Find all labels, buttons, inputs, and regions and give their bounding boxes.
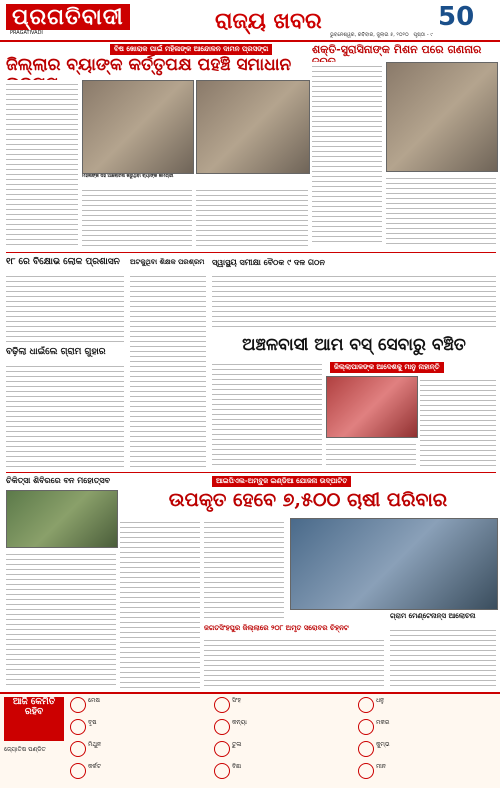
lower-kicker: ଆଇପିଏଲ-ଅମ୍ବୁଜ ଇଣ୍ଡିଆ ଯୋଜନା ଉଦ୍‌ଘାଟିତ — [212, 476, 351, 487]
right-headline: ଶକ୍ତି-ସୁରାସିନାଙ୍କ ମିଶନ ପରେ ଗଣନାର — [312, 43, 482, 56]
bus-photo — [326, 376, 418, 438]
zodiac-scorpio-icon — [214, 763, 230, 779]
lower-body-col2 — [204, 518, 284, 618]
story-4-body — [130, 272, 206, 468]
newspaper-logo: ପ୍ରଗତିବାଦୀ — [6, 4, 130, 30]
divider-2 — [6, 472, 496, 473]
group-photo — [290, 518, 498, 610]
zodiac-item: ବୃଷ — [70, 719, 210, 741]
zodiac-capricorn-icon — [358, 719, 374, 735]
zodiac-item: ମକର — [358, 719, 496, 741]
zodiac-gemini-icon — [70, 741, 86, 757]
story-8-headline: ଗ୍ରାମ ମେଣ୍ଟେନାନ୍ସ ଆଲୋଚନା — [390, 611, 476, 620]
lead-photo-caption: ମହିଳାଙ୍କ ସହ ଆଲୋଚନା କରୁଥିବା ବ୍ୟାଙ୍କ କର୍ମଚାରୀ — [82, 174, 174, 179]
centre-sub: ଜିଲ୍ଲାପାଳଙ୍କ ଆଦେଶକୁ ମାନୁ ନାହାନ୍ତି — [330, 362, 444, 373]
centre-body-col2 — [420, 376, 496, 468]
lower-headline: ଉପକୃତ ହେବେ ୭,୫୦୦ ଚାଷୀ ପରିବାର — [168, 489, 448, 511]
dateline: ଭୁବନେଶ୍ୱର, ରବିବାର, ଜୁଲାଇ ୫, ୨୦୨୦ ପୃଷ୍ଠା - ୯ — [330, 32, 433, 38]
zodiac-item: ଧନୁ — [358, 697, 496, 719]
story-7-headline: ଜଗତସିଂହପୁର ଜିଲ୍ଲାରେ ୨୦୮ ଅମୃତ ସରୋବର ଚିହ୍ନଟ — [204, 623, 349, 632]
lead-kicker: ବିଷ ଖୋରାକ ପାଇଁ ମହିଳାଙ୍କ ଆନ୍ଦୋଳନ ଦାମନ ପ୍ରସଙ୍ଗ — [110, 44, 272, 55]
centre-body-col1 — [212, 360, 322, 468]
lead-body-col3 — [196, 186, 308, 248]
lead-headline: ଜିଲ୍ଲାର ବ୍ୟାଙ୍କ କର୍ତ୍ତୃପକ୍ଷ ପହଞ୍ଚି ସମାଧାନ — [6, 55, 292, 75]
centre-body-col3 — [326, 440, 416, 468]
logo-subtitle: PRAGATIVADI — [10, 30, 43, 36]
horoscope-title: ଆଜି କେମିତି ରହିବ — [4, 697, 64, 741]
zodiac-item: ମିଥୁନ — [70, 741, 210, 763]
story-3-headline: ବଢ଼ିଲା ଧାଇଁଲେ ଗ୍ରାମ ଗୁହାର — [6, 347, 106, 357]
story-5-headline: ସ୍ୱାସ୍ଥ୍ୟ ସମୀକ୍ଷା ବୈଠକ ୯ ଦଳ ଗଠନ — [212, 257, 325, 267]
lead-body-col2 — [82, 186, 192, 248]
story-4-headline: ଅଟକୁଥିବା ଶିକ୍ଷକ ପରଶ୍ରମ — [130, 257, 205, 266]
horoscope-author: ଜ୍ୟୋତିଷ ପଣ୍ଡିତ — [4, 746, 46, 753]
centre-headline: ଅଞ୍ଚଳବାସୀ ଆମ ବସ୍ ସେବାରୁ ବଞ୍ଚିତ — [242, 335, 466, 355]
anniversary-logo: 50 — [438, 2, 475, 32]
zodiac-item: କନ୍ୟା — [214, 719, 354, 741]
story-2-body — [6, 272, 124, 342]
lower-body-col1 — [120, 518, 200, 688]
zodiac-cancer-icon — [70, 763, 86, 779]
zodiac-virgo-icon — [214, 719, 230, 735]
zodiac-item: ବିଛା — [214, 763, 354, 785]
zodiac-aries-icon — [70, 697, 86, 713]
story-3-body — [6, 362, 124, 468]
story-5-body — [212, 272, 496, 330]
zodiac-col-1 — [70, 697, 210, 785]
story-2-headline: ୧୮ ରେ ବିକ୍ଷୋଭ ଲୋକ ପ୍ରଶାସନ — [6, 257, 120, 267]
zodiac-aquarius-icon — [358, 741, 374, 757]
zodiac-sagittarius-icon — [358, 697, 374, 713]
lower-left-headline: ଚିକିତ୍ସା ଶିବିରରେ ବନ ମହୋତ୍ସବ — [6, 475, 111, 485]
section-title: ରାଜ୍ୟ ଖବର — [215, 8, 322, 34]
zodiac-col-2 — [214, 697, 354, 785]
tree-plant-photo — [6, 490, 118, 548]
lead-body-col1 — [6, 80, 78, 248]
zodiac-item: ମୀନ — [358, 763, 496, 785]
divider-1 — [6, 252, 496, 253]
zodiac-item: ତୁଳା — [214, 741, 354, 763]
lead-photo-2 — [196, 80, 310, 174]
zodiac-libra-icon — [214, 741, 230, 757]
right-body-col1 — [312, 62, 382, 246]
right-photo — [386, 62, 498, 172]
zodiac-item: ମେଷ — [70, 697, 210, 719]
zodiac-leo-icon — [214, 697, 230, 713]
zodiac-item: କୁମ୍ଭ — [358, 741, 496, 763]
lead-photo-1 — [82, 80, 194, 174]
story-8-body — [390, 626, 496, 688]
zodiac-item: ସିଂହ — [214, 697, 354, 719]
lower-left-body — [6, 550, 116, 688]
zodiac-taurus-icon — [70, 719, 86, 735]
zodiac-pisces-icon — [358, 763, 374, 779]
zodiac-col-3 — [358, 697, 496, 785]
story-7-body — [204, 636, 384, 688]
right-body-col2 — [386, 174, 496, 246]
zodiac-item: କର୍କଟ — [70, 763, 210, 785]
